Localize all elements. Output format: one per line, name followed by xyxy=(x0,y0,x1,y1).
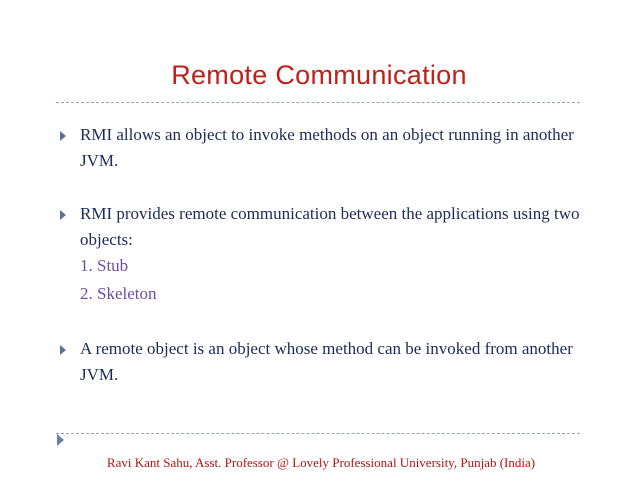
bullet-arrow-icon xyxy=(60,131,66,141)
bullet-arrow-icon xyxy=(60,210,66,220)
footer-arrow-icon xyxy=(57,434,64,446)
bullet-text: A remote object is an object whose method can be invoked from another JVM. xyxy=(80,339,573,384)
footer-credit: Ravi Kant Sahu, Asst. Professor @ Lovely Professional University, Punjab (India) xyxy=(106,455,536,470)
title-divider xyxy=(56,102,580,103)
sub-item-stub: 1. Stub xyxy=(80,256,129,275)
slide-title: Remote Communication xyxy=(171,60,467,90)
footer-divider xyxy=(56,433,580,434)
sub-item-skeleton: 2. Skeleton xyxy=(80,284,157,303)
bullet-arrow-icon xyxy=(60,345,66,355)
bullet-text: RMI allows an object to invoke methods on an object running in another JVM. xyxy=(80,125,574,170)
bullet-text: RMI provides remote communication between the applications using two objects: xyxy=(80,204,580,249)
